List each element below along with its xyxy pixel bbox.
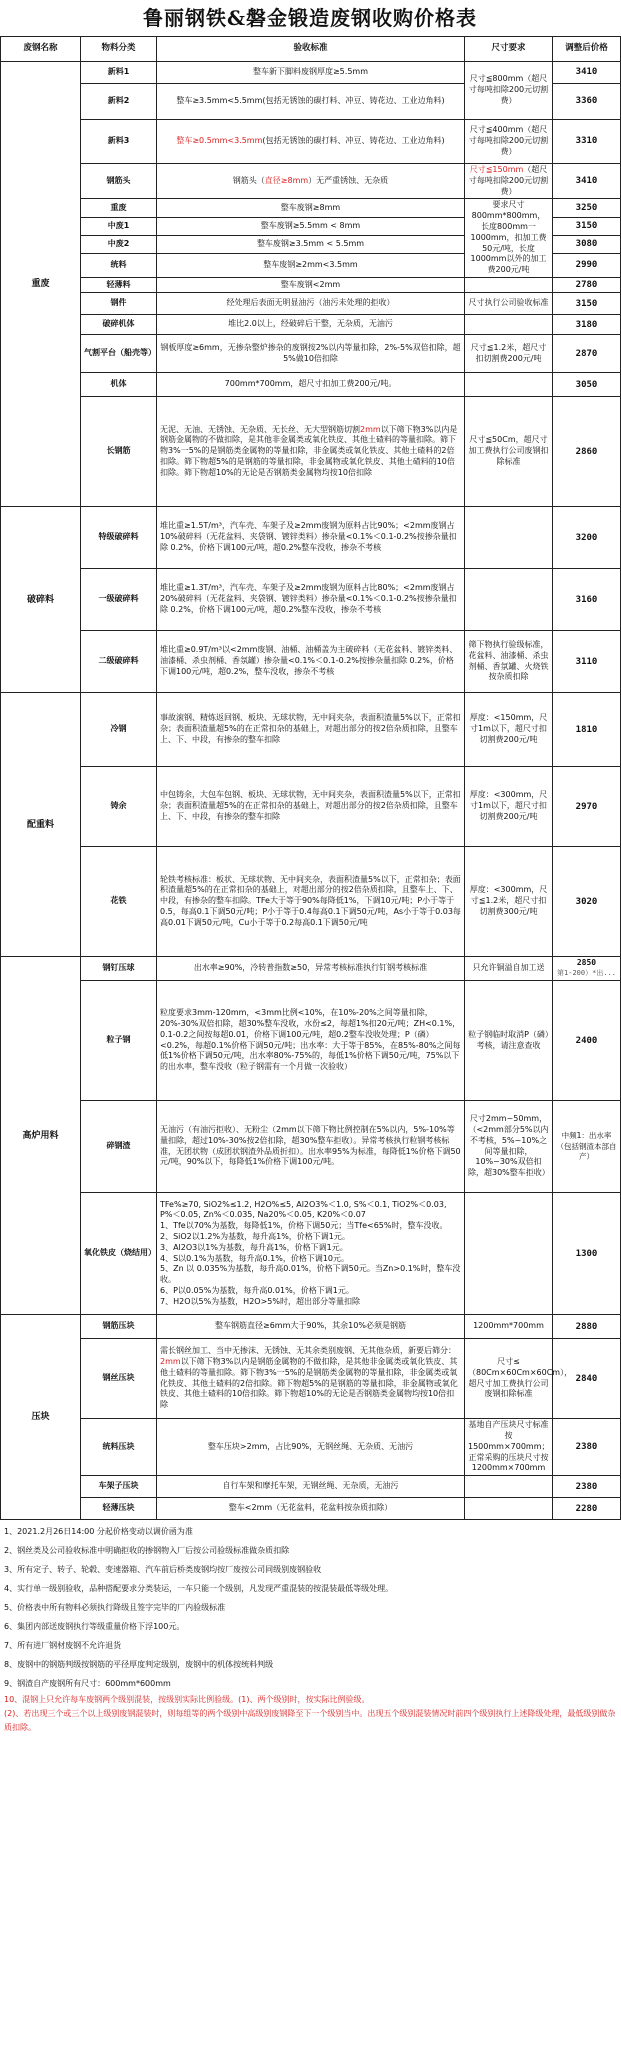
- material-class-label: 新料1: [107, 67, 130, 77]
- size-requirement-cell: [465, 631, 553, 693]
- price-value: 3180: [575, 319, 598, 330]
- material-class-cell: [81, 1101, 157, 1193]
- standard-highlight: 2mm: [160, 1357, 181, 1367]
- standard-cell: [157, 164, 465, 199]
- material-class-cell: [81, 1339, 157, 1419]
- price-value: 3160: [575, 594, 598, 605]
- size-requirement-text: 尺寸≤（80Cm×60Cm×60Cm），超尺寸加工费执行公司废钢扣除标准: [468, 1357, 573, 1399]
- standard-text: 钢板厚度≥6mm，无掺杂整炉掺杂的废钢按2%以内等量扣除，2%-5%双倍扣除，超5%做10倍扣除: [160, 342, 461, 363]
- standard-cell: [157, 767, 465, 847]
- standard-text: 轮铁考核标准：板状、无球状物、无中间夹杂，表面积渣量5%以下，正常扣杂；表面积渣量超5%的在正常扣杂的基础上，对超出部分的按2倍杂质扣除，且整车上、下、中段，有掺杂的整车扣除。TFe大于等于90%每降低1%，下调10元/吨；P小于等于0.5，每高0.1下调50元/吨；P小于等于0.4每高0.1下调50元/吨，As小于等于0.03每高0.01下调50元/吨，Cu小于等于0.2每高0.1下调50元/吨: [160, 874, 461, 927]
- material-class-cell: [81, 293, 157, 315]
- price-value: 3250: [575, 202, 598, 213]
- size-requirement-text: 尺寸≦1.2米，超尺寸扣切割费200元/吨: [470, 342, 547, 363]
- price-value: 3150: [575, 221, 598, 232]
- size-requirement-cell: [465, 315, 553, 335]
- standard-cell: [157, 315, 465, 335]
- table-row: [1, 277, 621, 292]
- size-requirement-text: 尺寸≦50Cm，超尺寸加工费执行公司废钢扣除标准: [468, 435, 549, 466]
- material-class-cell: [81, 62, 157, 84]
- price-value: 3360: [575, 96, 598, 107]
- table-row: [1, 1419, 621, 1476]
- category-label: 高炉用料: [22, 1130, 59, 1141]
- standard-text: 整车新下脚料废钢厚度≥5.5mm: [252, 67, 368, 77]
- price-cell: [553, 397, 621, 507]
- notes-section: [0, 1520, 620, 1735]
- standard-text: 以下筛下物3%以内是钢筋金属物的不做扣除，是其他非金属类或氧化铁皮、其他土碴料的等量扣除。筛下物3%一5%的是钢筋类金属物的等量扣除，非金属类或氧化铁皮、其他土碴料的2倍扣除。筛下物超5%的是钢筋的等量扣除，非金属物或氧化铁皮、其他土碴料的10倍扣除。筛下物超10%的无论是否钢筋类金属物均按10倍扣除: [160, 424, 458, 477]
- category-cell: [1, 957, 81, 1315]
- size-requirement-text: 粒子钢临时取消P（磷）考核，请注意查收: [468, 1029, 549, 1050]
- standard-cell: [157, 62, 465, 84]
- table-row: [1, 957, 621, 981]
- material-class-label: 钢钉压球: [102, 963, 135, 973]
- standard-cell: [157, 1315, 465, 1339]
- material-class-label: 轻薄料: [106, 279, 131, 289]
- table-row: [1, 397, 621, 507]
- material-class-label: 钢丝压块: [102, 1373, 135, 1383]
- standard-text: 整车压块>2mm，占比90%，无钢丝绳、无杂质、无油污: [207, 1441, 414, 1451]
- size-requirement-text: 只允许铜溢自加工送: [472, 963, 545, 973]
- standard-cell: [157, 1339, 465, 1419]
- header-acceptance-standard: 验收标准: [157, 37, 465, 62]
- price-cell: [553, 693, 621, 767]
- standard-cell: [157, 253, 465, 277]
- standard-prefix: 需长钢丝加工、当中无掺沫、无锈蚀、无其余类别废钢、无其他杂质，新要后筛分：: [160, 1346, 456, 1356]
- category-label: 重废: [31, 278, 50, 289]
- standard-cell: [157, 631, 465, 693]
- size-requirement-cell: [465, 569, 553, 631]
- material-class-cell: [81, 253, 157, 277]
- material-class-cell: [81, 507, 157, 569]
- standard-prefix: 无泥、无油、无锈蚀、无杂质、无长丝、无大型钢筋切割: [160, 424, 360, 434]
- note-line: 6、集团内部送废钢执行等级重量价格下浮100元。: [4, 1622, 185, 1632]
- note-line: 8、废钢中的钢筋判级按钢筋的平径厚度判定级别，废钢中的机体按统料判级: [4, 1660, 274, 1670]
- price-value: 2970: [575, 801, 598, 812]
- price-value: 2380: [575, 1442, 598, 1453]
- price-cell: [553, 1193, 621, 1315]
- price-value: 2860: [575, 446, 598, 457]
- material-class-cell: [81, 199, 157, 217]
- size-requirement-cell: [465, 335, 553, 373]
- size-requirement-cell: [465, 957, 553, 981]
- material-class-cell: [81, 981, 157, 1101]
- standard-text: ）无严重锈蚀、无杂质: [308, 175, 389, 185]
- standard-text: 以下筛下物3%以内是钢筋金属物的不做扣除，是其他非金属类或氧化铁皮、其他土碴料的等量扣除。筛下物3%一5%的是钢筋类金属物的等量扣除，非金属类或氧化铁皮、其他土碴料的2倍扣除。筛下物超5%的是钢筋的等量扣除，非金属物或氧化铁皮、其他土碴料的10倍扣除。筛下物超10%的无论是否钢筋类金属物均按10倍扣除: [160, 1357, 458, 1410]
- size-requirement-cell: [465, 1193, 553, 1315]
- note-line: 2、钢丝类及公司验收标准中明确拒收的掺钢物入厂后按公司验级标准做杂质扣除: [4, 1546, 290, 1556]
- standard-text: 经处理后表面无明显油污（油污未处理的拒收）: [226, 298, 395, 308]
- table-row: [1, 1339, 621, 1419]
- size-requirement-text: 尺寸≦800mm（超尺寸每吨扣除200元切割费）: [468, 74, 549, 105]
- material-class-label: 统料压块: [102, 1441, 135, 1451]
- price-cell: [553, 335, 621, 373]
- size-requirement-cell: [465, 199, 553, 278]
- standard-cell: [157, 1498, 465, 1520]
- table-row: [1, 569, 621, 631]
- standard-cell: [157, 120, 465, 164]
- table-row: [1, 1315, 621, 1339]
- standard-cell: [157, 1193, 465, 1315]
- standard-text: 无油污（有油污拒收）、无粉尘（2mm以下筛下物比例控制在5%以内，5%-10%等量扣除，超过10%-30%按2倍扣除，超30%整车拒收）。异常考核执行粒钢考核标准，无团状物（成团状钢渣外品质折扣）。出水率95%为标准，每降低1%价格下调50元/吨，90%以下，每降低1%价格下调100元/吨。: [160, 1125, 461, 1167]
- price-cell: [553, 1315, 621, 1339]
- material-class-cell: [81, 1498, 157, 1520]
- price-cell: [553, 315, 621, 335]
- price-cell: [553, 84, 621, 120]
- material-class-label: 车架子压块: [98, 1481, 139, 1491]
- size-requirement-text: 厚度：<300mm，尺寸1m以下，超尺寸扣切割费200元/吨: [469, 790, 548, 821]
- size-requirement-cell: [465, 1476, 553, 1498]
- material-class-cell: [81, 1315, 157, 1339]
- material-class-label: 钢筋压块: [102, 1321, 135, 1331]
- size-requirement-cell: [465, 1419, 553, 1476]
- size-requirement-text: 基地自产压块尺寸标准按1500mm×700mm；正常采购的压块尺寸按1200mm×700mm: [468, 1420, 550, 1473]
- table-row: [1, 315, 621, 335]
- price-value: 3020: [575, 896, 598, 907]
- price-value: 2400: [575, 1035, 598, 1046]
- material-class-label: 特级破碎料: [98, 532, 139, 542]
- standard-cell: [157, 397, 465, 507]
- price-cell: [553, 293, 621, 315]
- price-cell: [553, 277, 621, 292]
- table-row: [1, 507, 621, 569]
- page-title: 鲁丽钢铁&磐金锻造废钢收购价格表: [142, 6, 478, 30]
- note-line: 5、价格表中所有物料必须执行降级且签字完毕的厂内验级标准: [4, 1603, 226, 1613]
- size-requirement-cell: [465, 120, 553, 164]
- price-cell: [553, 199, 621, 217]
- material-class-cell: [81, 631, 157, 693]
- standard-text: 整车≥3.5mm<5.5mm(包括无锈蚀的碳打料、冲豆、铸花边、工业边角料): [176, 96, 445, 106]
- standard-text: (包括无锈蚀的碳打料、冲豆、铸花边、工业边角料): [262, 136, 445, 146]
- price-value: 2870: [575, 348, 598, 359]
- price-value: 3050: [575, 379, 598, 390]
- standard-cell: [157, 217, 465, 235]
- note-line: 3、所有定子、转子、轮毂、变速器箱、汽车前后桥类废钢均按厂废按公司同级别废钢验收: [4, 1565, 322, 1575]
- price-value: 3080: [575, 239, 598, 250]
- size-requirement-cell: [465, 1498, 553, 1520]
- standard-text: 整车废钢≥3.5mm < 5.5mm: [256, 238, 365, 248]
- size-requirement-text: （超尺寸每吨扣除200元切割费）: [468, 165, 549, 196]
- standard-highlight: 2mm: [360, 424, 381, 434]
- price-cell: [553, 164, 621, 199]
- standard-cell: [157, 981, 465, 1101]
- material-class-label: 破碎机体: [102, 319, 135, 329]
- table-row: [1, 981, 621, 1101]
- note-line: 4、实行单一级别验收，品种搭配要求分类装运，一车只能一个级别，凡发现严重混装的按混装最低等级处理。: [4, 1584, 394, 1594]
- table-header-row: [1, 37, 621, 62]
- table-row: [1, 164, 621, 199]
- material-class-cell: [81, 1419, 157, 1476]
- category-cell: [1, 507, 81, 693]
- note-line: 9、钢渣自产废钢所有尺寸：600mm*600mm: [4, 1679, 171, 1689]
- table-row: [1, 767, 621, 847]
- table-row: [1, 120, 621, 164]
- material-class-label: 新料2: [107, 96, 130, 106]
- material-class-label: 轻薄压块: [102, 1503, 135, 1513]
- standard-text: 中包铸余，大包车包钢、板块、无球状物，无中间夹杂，表面积渣量5%以下，正常扣杂；表面积渣量超5%的在正常扣杂的基础上，对超出部分的按2倍杂质扣除，且整车上、下、中段，有掺杂的整车扣除: [160, 790, 461, 821]
- price-cell: [553, 847, 621, 957]
- price-cell: [553, 957, 621, 981]
- material-class-label: 钢件: [110, 298, 127, 308]
- material-class-label: 钢筋头: [106, 175, 131, 185]
- material-class-cell: [81, 315, 157, 335]
- size-requirement-cell: [465, 1101, 553, 1193]
- size-requirement-cell: [465, 62, 553, 120]
- table-row: [1, 62, 621, 84]
- price-cell: [553, 217, 621, 235]
- category-label: 压块: [31, 1412, 50, 1423]
- table-row: [1, 1498, 621, 1520]
- header-scrap-name: 废钢名称: [1, 37, 81, 62]
- standard-cell: [157, 1101, 465, 1193]
- standard-cell: [157, 1476, 465, 1498]
- standard-text: 粒度要求3mm-120mm，<3mm比例<10%，在10%-20%之间等量扣除，20%-30%双倍扣除，超30%整车没收，水份≤2，每超1%扣20元/吨；ZH<0.1%，0.1-0.2之间按每超0.01，价格下调100元/吨，超0.2整车没收处理；P（磷）<0.2%，每超0.1%价格下调50元/吨；出水率：大于等于85%，在85%-80%之间每低1%价格下调50元/吨，出水率80%-75%的，每低1%价格下调50元/吨，75%以下的出水率，整车没收（粒子钢需有一个月做一次验收）: [160, 1008, 461, 1072]
- size-requirement-cell: [465, 1315, 553, 1339]
- price-cell: [553, 981, 621, 1101]
- price-value: 3200: [575, 532, 598, 543]
- table-row: [1, 693, 621, 767]
- price-value: 2850: [576, 958, 597, 968]
- standard-text: 事故滚钢、精炼返回钢、板块、无球状物，无中间夹杂，表面积渣量5%以下，正常扣杂；表面积渣量超5%的在正常扣杂的基础上，对超出部分的按2倍杂质扣除，且整车上、下、中段，有掺杂的整车扣除: [160, 713, 461, 744]
- standard-text: 整车废钢<2mm: [280, 279, 341, 289]
- size-requirement-text: 筛下物执行验级标准，花盆料、油漆桶、杀虫剂桶、香氛罐、火烧铁按杂质扣除: [468, 640, 549, 682]
- standard-cell: [157, 373, 465, 397]
- size-requirement-cell: [465, 693, 553, 767]
- price-cell: [553, 62, 621, 84]
- material-class-cell: [81, 767, 157, 847]
- price-value: 1810: [575, 724, 598, 735]
- material-class-label: 碎钢渣: [106, 1141, 131, 1151]
- category-cell: [1, 62, 81, 507]
- size-requirement-cell: [465, 277, 553, 292]
- price-value: 2780: [575, 279, 598, 290]
- price-note: 中频1：出水率（包括钢渣本部自产）: [556, 1131, 617, 1161]
- table-row: [1, 1476, 621, 1498]
- standard-cell: [157, 199, 465, 217]
- price-value: 2880: [575, 1321, 598, 1332]
- price-value: 3150: [575, 298, 598, 309]
- material-class-label: 重废: [110, 202, 127, 212]
- price-cell: [553, 767, 621, 847]
- standard-text: 堆比2.0以上，经破碎后干整，无杂质，无油污: [228, 319, 393, 329]
- material-class-label: 一级破碎料: [98, 594, 139, 604]
- material-class-label: 铸余: [110, 801, 127, 811]
- price-cell: [553, 631, 621, 693]
- standard-text: 自行车架和摩托车架，无钢丝绳、无杂质，无油污: [222, 1481, 399, 1491]
- note-line: 1、2021.2月26日14:00 分起价格变动以调价函为准: [4, 1527, 193, 1537]
- price-cell: [553, 569, 621, 631]
- standard-highlight: 整车≥0.5mm<3.5mm: [176, 136, 263, 146]
- material-class-cell: [81, 847, 157, 957]
- header-material-class: 物料分类: [81, 37, 157, 62]
- material-class-cell: [81, 397, 157, 507]
- price-value: 3110: [575, 656, 598, 667]
- price-value: 2990: [575, 260, 598, 271]
- standard-text: 整车废钢≥5.5mm < 8mm: [260, 220, 361, 230]
- price-value: 3410: [575, 67, 598, 78]
- standard-text: 700mm*700mm，超尺寸扣加工费200元/吨。: [224, 379, 397, 389]
- price-cell: [553, 1498, 621, 1520]
- important-note-line: (2)、若出现三个或三个以上级别废钢混装时，则每组等的两个级别中高级别废钢降至下一个级别当中。出现五个级别混装情况时前四个级别执行上述降级处理，最低级别做杂质扣除。: [4, 1709, 616, 1733]
- size-requirement-text: 厚度：<150mm，尺寸1m以下，超尺寸扣切割费200元/吨: [469, 713, 548, 744]
- material-class-label: 新料3: [107, 136, 130, 146]
- table-row: [1, 373, 621, 397]
- header-adjusted-price: 调整后价格: [553, 37, 621, 62]
- material-class-cell: [81, 164, 157, 199]
- size-requirement-cell: [465, 847, 553, 957]
- standard-cell: [157, 293, 465, 315]
- price-cell: [553, 253, 621, 277]
- material-class-cell: [81, 235, 157, 253]
- material-class-cell: [81, 693, 157, 767]
- important-note-line: 10、混钢上只允许每车废钢两个级别混装，按级别实际比例验级。(1)、两个级别时，按实际比例验级。: [4, 1695, 370, 1705]
- size-requirement-text: 尺寸≦400mm（超尺寸每吨扣除200元切割费）: [468, 125, 549, 156]
- material-class-label: 冷钢: [110, 724, 127, 734]
- material-class-label: 统料: [110, 260, 127, 270]
- standard-cell: [157, 335, 465, 373]
- size-requirement-cell: [465, 373, 553, 397]
- table-row: [1, 631, 621, 693]
- table-row: [1, 1193, 621, 1315]
- category-label: 配重料: [26, 819, 54, 830]
- price-cell: [553, 1476, 621, 1498]
- material-class-cell: [81, 335, 157, 373]
- price-cell: [553, 1101, 621, 1193]
- table-row: [1, 335, 621, 373]
- material-class-cell: [81, 1193, 157, 1315]
- price-table: [0, 36, 621, 1520]
- standard-text: 堆比重≥1.5T/m³，汽车壳、车架子及≥2mm废钢为原料占比90%；<2mm废钢占10%破碎料（无花盆料、夹袋钢、镀锌类料）掺杂量<0.1%＜0.1-0.2%按掺杂量扣除 0.2%，价格下调100元/吨，超0.2%整车没收，掺杂不考核: [160, 521, 457, 552]
- size-requirement-cell: [465, 293, 553, 315]
- material-class-cell: [81, 84, 157, 120]
- price-value: 2380: [575, 1481, 598, 1492]
- price-value: 2280: [575, 1503, 598, 1514]
- price-cell: [553, 235, 621, 253]
- standard-cell: [157, 507, 465, 569]
- standard-cell: [157, 277, 465, 292]
- material-class-label: 中废2: [107, 238, 130, 248]
- standard-text: 整车<2mm（无花盆料，花盆料按杂质扣除）: [228, 1503, 393, 1513]
- material-class-cell: [81, 957, 157, 981]
- size-requirement-cell: [465, 767, 553, 847]
- material-class-cell: [81, 217, 157, 235]
- size-requirement-cell: [465, 1339, 573, 1419]
- header-size-requirement: 尺寸要求: [465, 37, 553, 62]
- table-row: [1, 199, 621, 217]
- standard-cell: [157, 693, 465, 767]
- price-cell: [553, 1419, 621, 1476]
- material-class-cell: [81, 1476, 157, 1498]
- row-aside-text: 第1-200）*出...: [557, 969, 616, 978]
- price-cell: [553, 373, 621, 397]
- size-requirement-cell: [465, 397, 553, 507]
- standard-cell: [157, 957, 465, 981]
- standard-text: 堆比重≥1.3T/m³，汽车壳、车架子及≥2mm废钢为原料占比80%；<2mm废钢占20%破碎料（无花盆料、夹袋钢、镀锌类料）掺杂量<0.1%＜0.1-0.2%按掺杂量扣除 0.2%，价格下调100元/吨，超0.2%整车没收，掺杂不考核: [160, 583, 457, 614]
- price-value: 3410: [575, 176, 598, 187]
- material-class-label: 气割平台（船壳等）: [84, 348, 156, 358]
- size-requirement-highlight: 尺寸≦150mm: [469, 165, 524, 174]
- price-cell: [553, 507, 621, 569]
- size-requirement-text: 尺寸2mm~50mm，（<2mm部分5%以内不考核，5%~10%之间等量扣除，10%~30%双倍扣除，超30%整车拒收）: [468, 1114, 550, 1178]
- size-requirement-cell: [465, 507, 553, 569]
- material-class-label: 氧化铁皮（烧结用）: [84, 1248, 156, 1258]
- material-class-cell: [81, 277, 157, 292]
- material-class-cell: [81, 373, 157, 397]
- standard-text: 整车废钢≥2mm<3.5mm: [263, 260, 358, 270]
- material-class-cell: [81, 569, 157, 631]
- material-class-label: 二级破碎料: [98, 656, 139, 666]
- table-row: [1, 1101, 621, 1193]
- material-class-label: 机体: [110, 379, 127, 389]
- price-value: 2840: [575, 1373, 598, 1384]
- material-class-label: 中废1: [107, 220, 130, 230]
- standard-cell: [157, 84, 465, 120]
- standard-cell: [157, 847, 465, 957]
- material-class-label: 长钢筋: [106, 446, 131, 456]
- standard-text: 出水率≥90%，冷转普指数≥50，异常考核标准执行钉钢考核标准: [193, 963, 428, 973]
- size-requirement-text: 厚度：<300mm，尺寸≦1.2米，超尺寸扣切割费300元/吨: [469, 885, 548, 916]
- standard-cell: [157, 1419, 465, 1476]
- price-value: 3310: [575, 136, 598, 147]
- size-requirement-text: 尺寸执行公司验收标准: [468, 298, 549, 308]
- size-requirement-text: 1200mm*700mm: [473, 1321, 544, 1331]
- standard-text: 整车废钢≥8mm: [280, 202, 341, 212]
- note-line: 7、所有进厂钢材废钢不允许退货: [4, 1641, 122, 1651]
- price-cell: [553, 1339, 621, 1419]
- standard-highlight: 直径≥8mm: [264, 175, 309, 185]
- table-row: [1, 293, 621, 315]
- category-cell: [1, 693, 81, 957]
- size-requirement-text: 要求尺寸800mm*800mm，长度800mm一1000mm，扣加工费50元/吨，长度1000mm以外的加工费200元/吨: [470, 200, 547, 275]
- standard-text: 堆比重≥0.9T/m³以<2mm废钢、油桶、油桶盖为主破碎料（无花盆料、镀锌类料、油漆桶、杀虫剂桶、香氛罐）掺杂量<0.1%＜0.1-0.2%按掺杂量扣除 0.2%，价格下调100元/吨，超0.2%，整车没收，掺杂不考核: [160, 645, 458, 676]
- standard-text: 整车钢筋直径≥6mm大于90%，其余10%必须是钢筋: [215, 1321, 406, 1331]
- table-row: [1, 847, 621, 957]
- category-label: 破碎料: [26, 594, 54, 605]
- material-class-label: 粒子钢: [106, 1035, 131, 1045]
- material-class-cell: [81, 120, 157, 164]
- price-value: 1300: [575, 1248, 598, 1259]
- price-cell: [553, 120, 621, 164]
- material-class-label: 花铁: [110, 896, 127, 906]
- size-requirement-cell: [465, 164, 553, 199]
- standard-prefix: 钢筋头（: [232, 175, 265, 185]
- standard-cell: [157, 569, 465, 631]
- standard-cell: [157, 235, 465, 253]
- standard-text: TFe%≥70, SiO2%≤1.2, H2O%≤5, Al2O3%＜1.0, S%＜0.1, TiO2%＜0.03, P%＜0.05, Zn%＜0.035, Na20%＜0.05, K20%＜0.07 1、Tfe以70%为基数，每降低1%，价格下调50元；当Tfe<65%时，整车没收。 2、SiO2以1.2%为基数，每升高1%，价格下调1元。 3、Al2O3以1%为基数，每升高1%，价格下调1元。 4、S以0.1%为基数，每升高0.1%，价格下调10元。 5、Zn 以 0.035%为基数，每升高0.01%，价格下调50元。当Zn>0.1%时，整车没收。 6、P以0.05%为基数，每升高0.01%，价格下调1元。 7、H2O以5%为基数，H2O>5%时，超出部分等量扣除: [160, 1199, 461, 1306]
- category-cell: [1, 1315, 81, 1520]
- size-requirement-cell: [465, 981, 553, 1101]
